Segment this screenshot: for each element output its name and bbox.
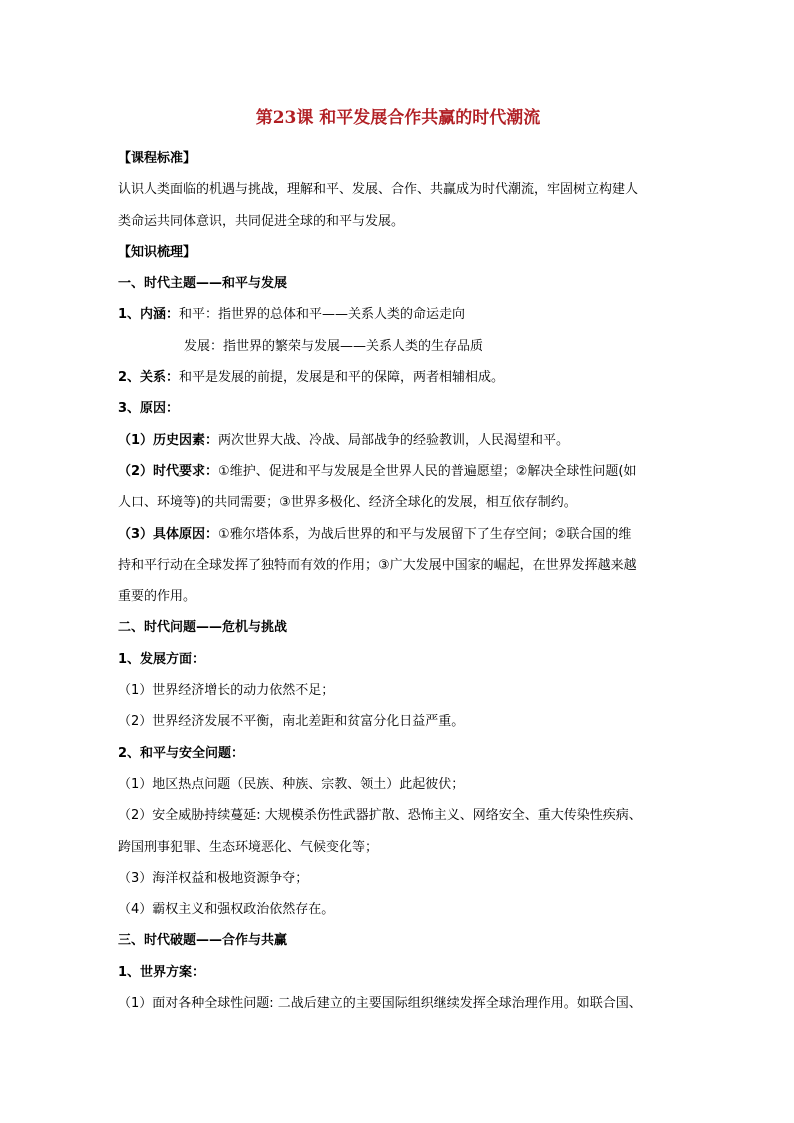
- lesson-title: 第23课 和平发展合作共赢的时代潮流: [255, 108, 541, 128]
- line-text: （2）安全威胁持续蔓延: 大规模杀伤性武器扩散、恐怖主义、网络安全、重大传染性疾病、: [118, 808, 642, 824]
- text-line: [118, 800, 678, 831]
- text-line: [118, 863, 678, 894]
- line-text: 二、时代问题——危机与挑战: [118, 620, 288, 636]
- line-text: 持和平行动在全球发挥了独特而有效的作用；③广大发展中国家的崛起，在世界发挥越来越: [118, 557, 637, 573]
- text-line: [118, 675, 678, 706]
- line-text: 2、和平与安全问题：: [118, 745, 245, 761]
- line-text: 1、发展方面：: [118, 651, 206, 667]
- text-line: [118, 581, 678, 612]
- line-lead-label: （2）时代要求：: [118, 463, 219, 479]
- text-line: [118, 644, 678, 675]
- text-line: [118, 519, 678, 550]
- text-line: [118, 331, 678, 362]
- line-text: ①雅尔塔体系，为战后世界的和平与发展留下了生存空间；②联合国的维: [218, 526, 632, 542]
- text-line: [118, 894, 678, 925]
- line-lead-label: （3）具体原因：: [118, 526, 219, 542]
- line-text: （1）世界经济增长的动力依然不足；: [118, 683, 335, 699]
- line-text: 类命运共同体意识，共同促进全球的和平与发展。: [118, 213, 405, 229]
- line-text: （1）面对各种全球性问题: 二战后建立的主要国际组织继续发挥全球治理作用。如联合国、: [118, 996, 642, 1012]
- line-lead-label: 1、内涵：: [118, 307, 180, 323]
- line-text: 【知识梳理】: [118, 244, 197, 260]
- text-line: [118, 957, 678, 988]
- line-text: 【课程标准】: [118, 151, 197, 166]
- line-lead-label: 2、关系：: [118, 370, 180, 386]
- line-text: （1）地区热点问题（民族、种族、宗教、领土）此起彼伏；: [118, 776, 465, 792]
- line-text: （2）世界经济发展不平衡，南北差距和贫富分化日益严重。: [118, 714, 465, 730]
- text-line: [118, 456, 678, 487]
- line-text: （4）霸权主义和强权政治依然存在。: [118, 902, 335, 918]
- line-text: 一、时代主题——和平与发展: [118, 276, 288, 292]
- text-line: [118, 550, 678, 581]
- text-line: [118, 425, 678, 456]
- line-text: 跨国刑事犯罪、生态环境恶化、气候变化等；: [118, 839, 379, 855]
- text-line: [118, 299, 678, 330]
- text-line: [118, 832, 678, 863]
- line-text: ①维护、促进和平与发展是全世界人民的普遍愿望；②解决全球性问题(如: [218, 463, 637, 479]
- text-line: [118, 268, 678, 299]
- text-line: [118, 143, 678, 174]
- text-line: [118, 393, 678, 424]
- text-line: [118, 706, 678, 737]
- text-line: [118, 738, 678, 769]
- text-line: [118, 988, 678, 1019]
- line-text: 和平是发展的前提，发展是和平的保障，两者相辅相成。: [179, 370, 505, 386]
- line-text: 和平：指世界的总体和平——关系人类的命运走向: [179, 307, 466, 323]
- text-line: [118, 612, 678, 643]
- text-line: [118, 487, 678, 518]
- line-text: 发展：指世界的繁荣与发展——关系人类的生存品质: [184, 338, 484, 354]
- line-lead-label: （1）历史因素：: [118, 432, 219, 448]
- line-text: 3、原因：: [118, 401, 180, 417]
- text-line: [118, 925, 678, 956]
- line-text: 1、世界方案：: [118, 964, 206, 980]
- document-page: [118, 0, 678, 1123]
- document-body: [118, 143, 678, 1019]
- text-line: [118, 174, 678, 205]
- text-line: [118, 237, 678, 268]
- text-line: [118, 769, 678, 800]
- line-text: 三、时代破题——合作与共赢: [118, 933, 288, 949]
- line-text: 认识人类面临的机遇与挑战，理解和平、发展、合作、共赢成为时代潮流，牢固树立构建人: [118, 182, 639, 198]
- line-text: 人口、环境等)的共同需要；③世界多极化、经济全球化的发展，相互依存制约。: [118, 495, 577, 511]
- line-text: 重要的作用。: [118, 589, 197, 605]
- line-text: （3）海洋权益和极地资源争夺；: [118, 870, 309, 886]
- text-line: [118, 362, 678, 393]
- line-text: 两次世界大战、冷战、局部战争的经验教训，人民渴望和平。: [218, 432, 570, 448]
- text-line: [118, 206, 678, 237]
